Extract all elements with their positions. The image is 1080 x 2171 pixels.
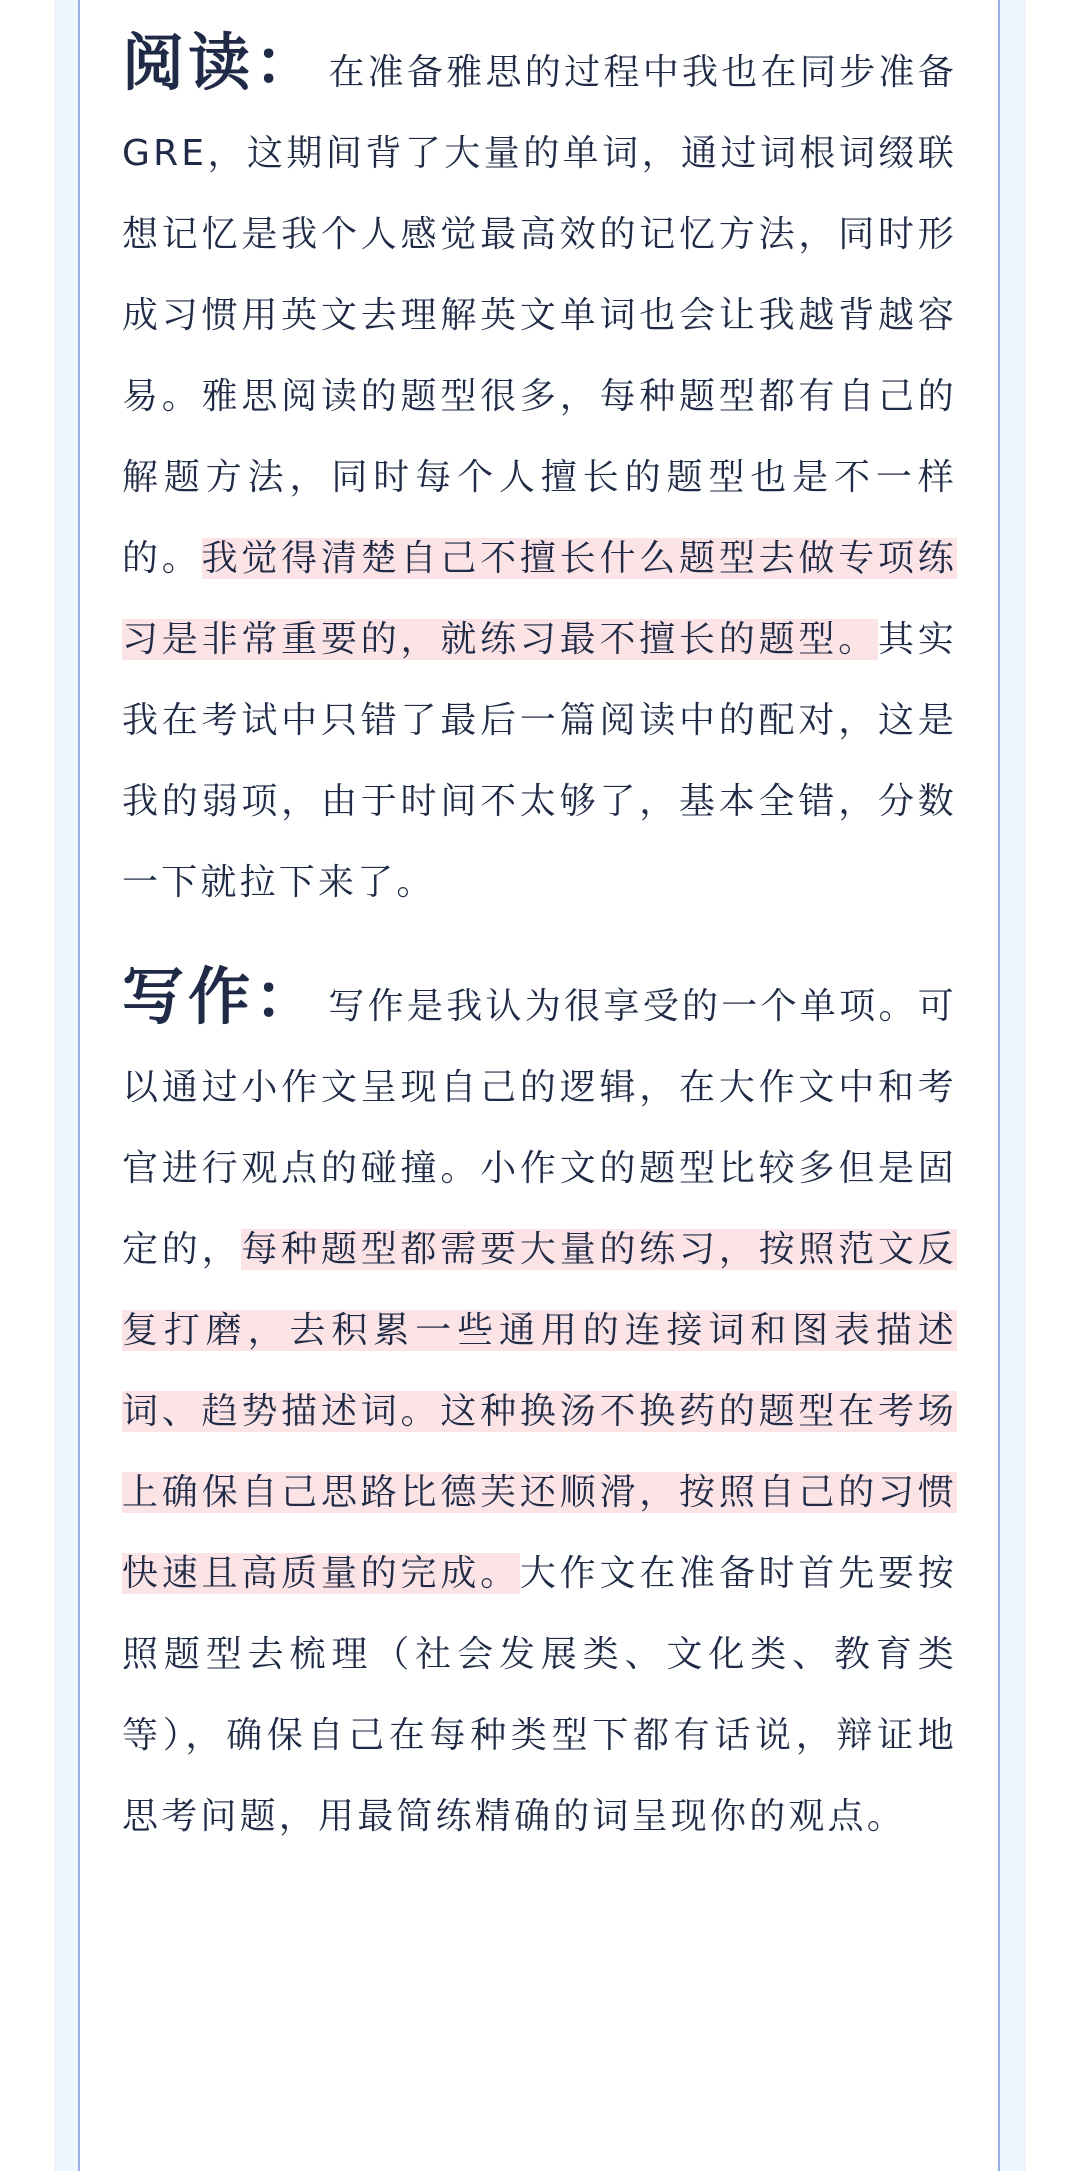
section-reading (122, 22, 957, 923)
reading-text-outro: 其实我在考试中只错了最后一篇阅读中的配对，这是我的弱项，由于时间不太够了，基本全错，分数一下就拉下来了。 (122, 619, 957, 903)
writing-text-intro: 写作是我认为很享受的一个单项。可以通过小作文呈现自己的逻辑，在大作文中和考官进行观点的碰撞。小作文的题型比较多但是固定的， (122, 986, 957, 1270)
reading-highlight: 我觉得清楚自己不擅长什么题型去做专项练习是非常重要的，就练习最不擅长的题型。 (122, 538, 957, 660)
article-body (122, 22, 957, 1857)
section-writing (122, 956, 957, 1857)
writing-highlight: 每种题型都需要大量的练习，按照范文反复打磨，去积累一些通用的连接词和图表描述词、趋势描述词。这种换汤不换药的题型在考场上确保自己思路比德芙还顺滑，按照自己的习惯快速且高质量的完成。 (122, 1229, 957, 1594)
section-heading-reading: 阅读： (122, 26, 321, 99)
reading-text-intro: 在准备雅思的过程中我也在同步准备GRE，这期间背了大量的单词，通过词根词缀联想记忆是我个人感觉最高效的记忆方法，同时形成习惯用英文去理解英文单词也会让我越背越容易。雅思阅读的题型很多，每种题型都有自己的解题方法，同时每个人擅长的题型也是不一样的。 (122, 52, 957, 579)
section-heading-writing: 写作： (122, 960, 321, 1033)
writing-text-outro: 大作文在准备时首先要按照题型去梳理（社会发展类、文化类、教育类等），确保自己在每种类型下都有话说，辩证地思考问题，用最简练精确的词呈现你的观点。 (122, 1553, 957, 1837)
